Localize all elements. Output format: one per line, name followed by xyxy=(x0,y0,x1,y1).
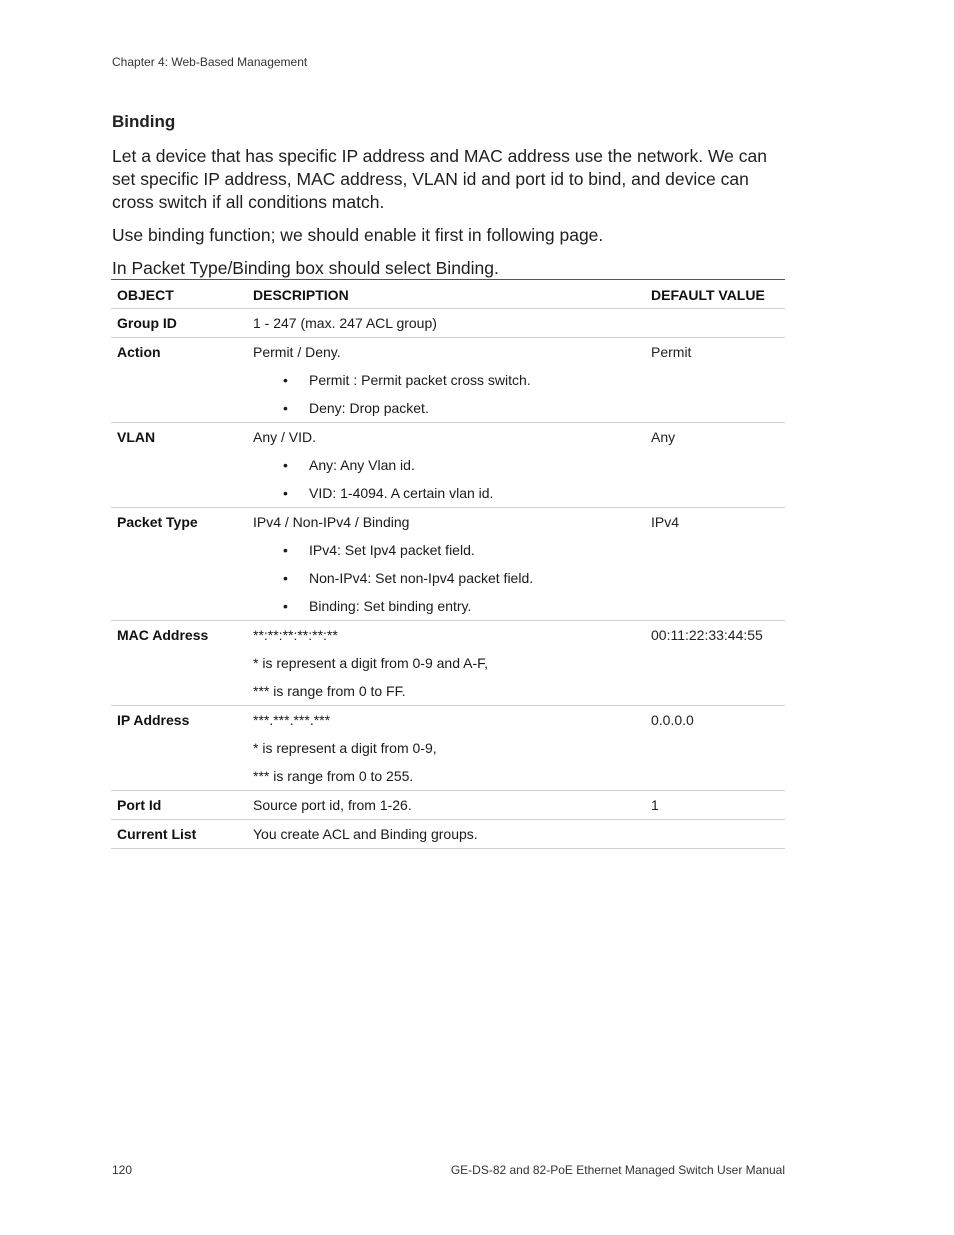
intro-paragraph: Let a device that has specific IP address and MAC address use the network. We can set specific IP address, MAC address, VLAN id and port id to bind, and device can cross switch if all conditions match. xyxy=(112,146,767,212)
bullet-dot-icon: • xyxy=(283,598,288,614)
bullet-item xyxy=(253,597,639,616)
object-cell: IP Address xyxy=(111,706,247,791)
running-header: Chapter 4: Web-Based Management xyxy=(112,55,308,69)
description-cell xyxy=(247,791,645,820)
default-value-cell: Any xyxy=(645,423,785,508)
description-line: You create ACL and Binding groups. xyxy=(253,826,478,842)
bullet-text: Any: Any Vlan id. xyxy=(309,457,415,473)
bullet-item xyxy=(253,399,639,418)
description-cell xyxy=(247,423,645,508)
parameter-table xyxy=(111,279,785,849)
description-cell xyxy=(247,621,645,706)
table-row xyxy=(111,338,785,423)
bullet-item xyxy=(253,541,639,560)
description-cell xyxy=(247,508,645,621)
object-cell: Group ID xyxy=(111,309,247,338)
default-value-cell: Permit xyxy=(645,338,785,423)
table-row xyxy=(111,820,785,849)
column-header-default-value: DEFAULT VALUE xyxy=(645,280,785,309)
table-row xyxy=(111,309,785,338)
description-line: * is represent a digit from 0-9, xyxy=(253,740,437,756)
enable-paragraph: Use binding function; we should enable it first in following page. xyxy=(112,225,604,245)
description-line: **:**:**:**:**:** xyxy=(253,627,338,643)
description-line: *** is range from 0 to FF. xyxy=(253,683,406,699)
bullet-dot-icon: • xyxy=(283,457,288,473)
bullet-text: Binding: Set binding entry. xyxy=(309,598,472,614)
table-row xyxy=(111,423,785,508)
description-cell xyxy=(247,338,645,423)
default-value-cell: 00:11:22:33:44:55 xyxy=(645,621,785,706)
object-cell: Action xyxy=(111,338,247,423)
table-row xyxy=(111,791,785,820)
column-header-description: DESCRIPTION xyxy=(247,280,645,309)
description-line: Any / VID. xyxy=(253,429,317,445)
select-binding-paragraph: In Packet Type/Binding box should select Binding. xyxy=(112,258,499,278)
description-line: ***.***.***.*** xyxy=(253,712,331,728)
object-cell: Port Id xyxy=(111,791,247,820)
default-value-cell: IPv4 xyxy=(645,508,785,621)
bullet-item xyxy=(253,371,639,390)
table-row xyxy=(111,706,785,791)
description-cell xyxy=(247,706,645,791)
table-body xyxy=(111,309,785,849)
bullet-item xyxy=(253,484,639,503)
description-line: Source port id, from 1-26. xyxy=(253,797,412,813)
bullet-text: IPv4: Set Ipv4 packet field. xyxy=(309,542,475,558)
description-line: * is represent a digit from 0-9 and A-F, xyxy=(253,655,488,671)
section-title: Binding xyxy=(112,112,176,131)
bullet-dot-icon: • xyxy=(283,372,288,388)
description-line: 1 - 247 (max. 247 ACL group) xyxy=(253,315,437,331)
description-line: *** is range from 0 to 255. xyxy=(253,768,414,784)
default-value-cell: 1 xyxy=(645,791,785,820)
bullet-dot-icon: • xyxy=(283,400,288,416)
bullet-dot-icon: • xyxy=(283,570,288,586)
object-cell: Packet Type xyxy=(111,508,247,621)
running-footer: GE-DS-82 and 82-PoE Ethernet Managed Switch User Manual xyxy=(450,1163,785,1177)
bullet-text: Permit : Permit packet cross switch. xyxy=(309,372,531,388)
table-header-row xyxy=(111,280,785,309)
bullet-dot-icon: • xyxy=(283,542,288,558)
description-cell xyxy=(247,820,645,849)
page-number: 120 xyxy=(112,1163,133,1177)
table-row xyxy=(111,508,785,621)
bullet-item xyxy=(253,456,639,475)
default-value-cell xyxy=(645,820,785,849)
description-line: IPv4 / Non-IPv4 / Binding xyxy=(253,514,410,530)
object-cell: MAC Address xyxy=(111,621,247,706)
bullet-text: Deny: Drop packet. xyxy=(309,400,429,416)
column-header-object: OBJECT xyxy=(111,280,247,309)
object-cell: VLAN xyxy=(111,423,247,508)
bullet-dot-icon: • xyxy=(283,485,288,501)
default-value-cell xyxy=(645,309,785,338)
bullet-item xyxy=(253,569,639,588)
object-cell: Current List xyxy=(111,820,247,849)
table-row xyxy=(111,621,785,706)
description-line: Permit / Deny. xyxy=(253,344,341,360)
bullet-text: VID: 1-4094. A certain vlan id. xyxy=(309,485,494,501)
bullet-text: Non-IPv4: Set non-Ipv4 packet field. xyxy=(309,570,534,586)
default-value-cell: 0.0.0.0 xyxy=(645,706,785,791)
description-cell xyxy=(247,309,645,338)
